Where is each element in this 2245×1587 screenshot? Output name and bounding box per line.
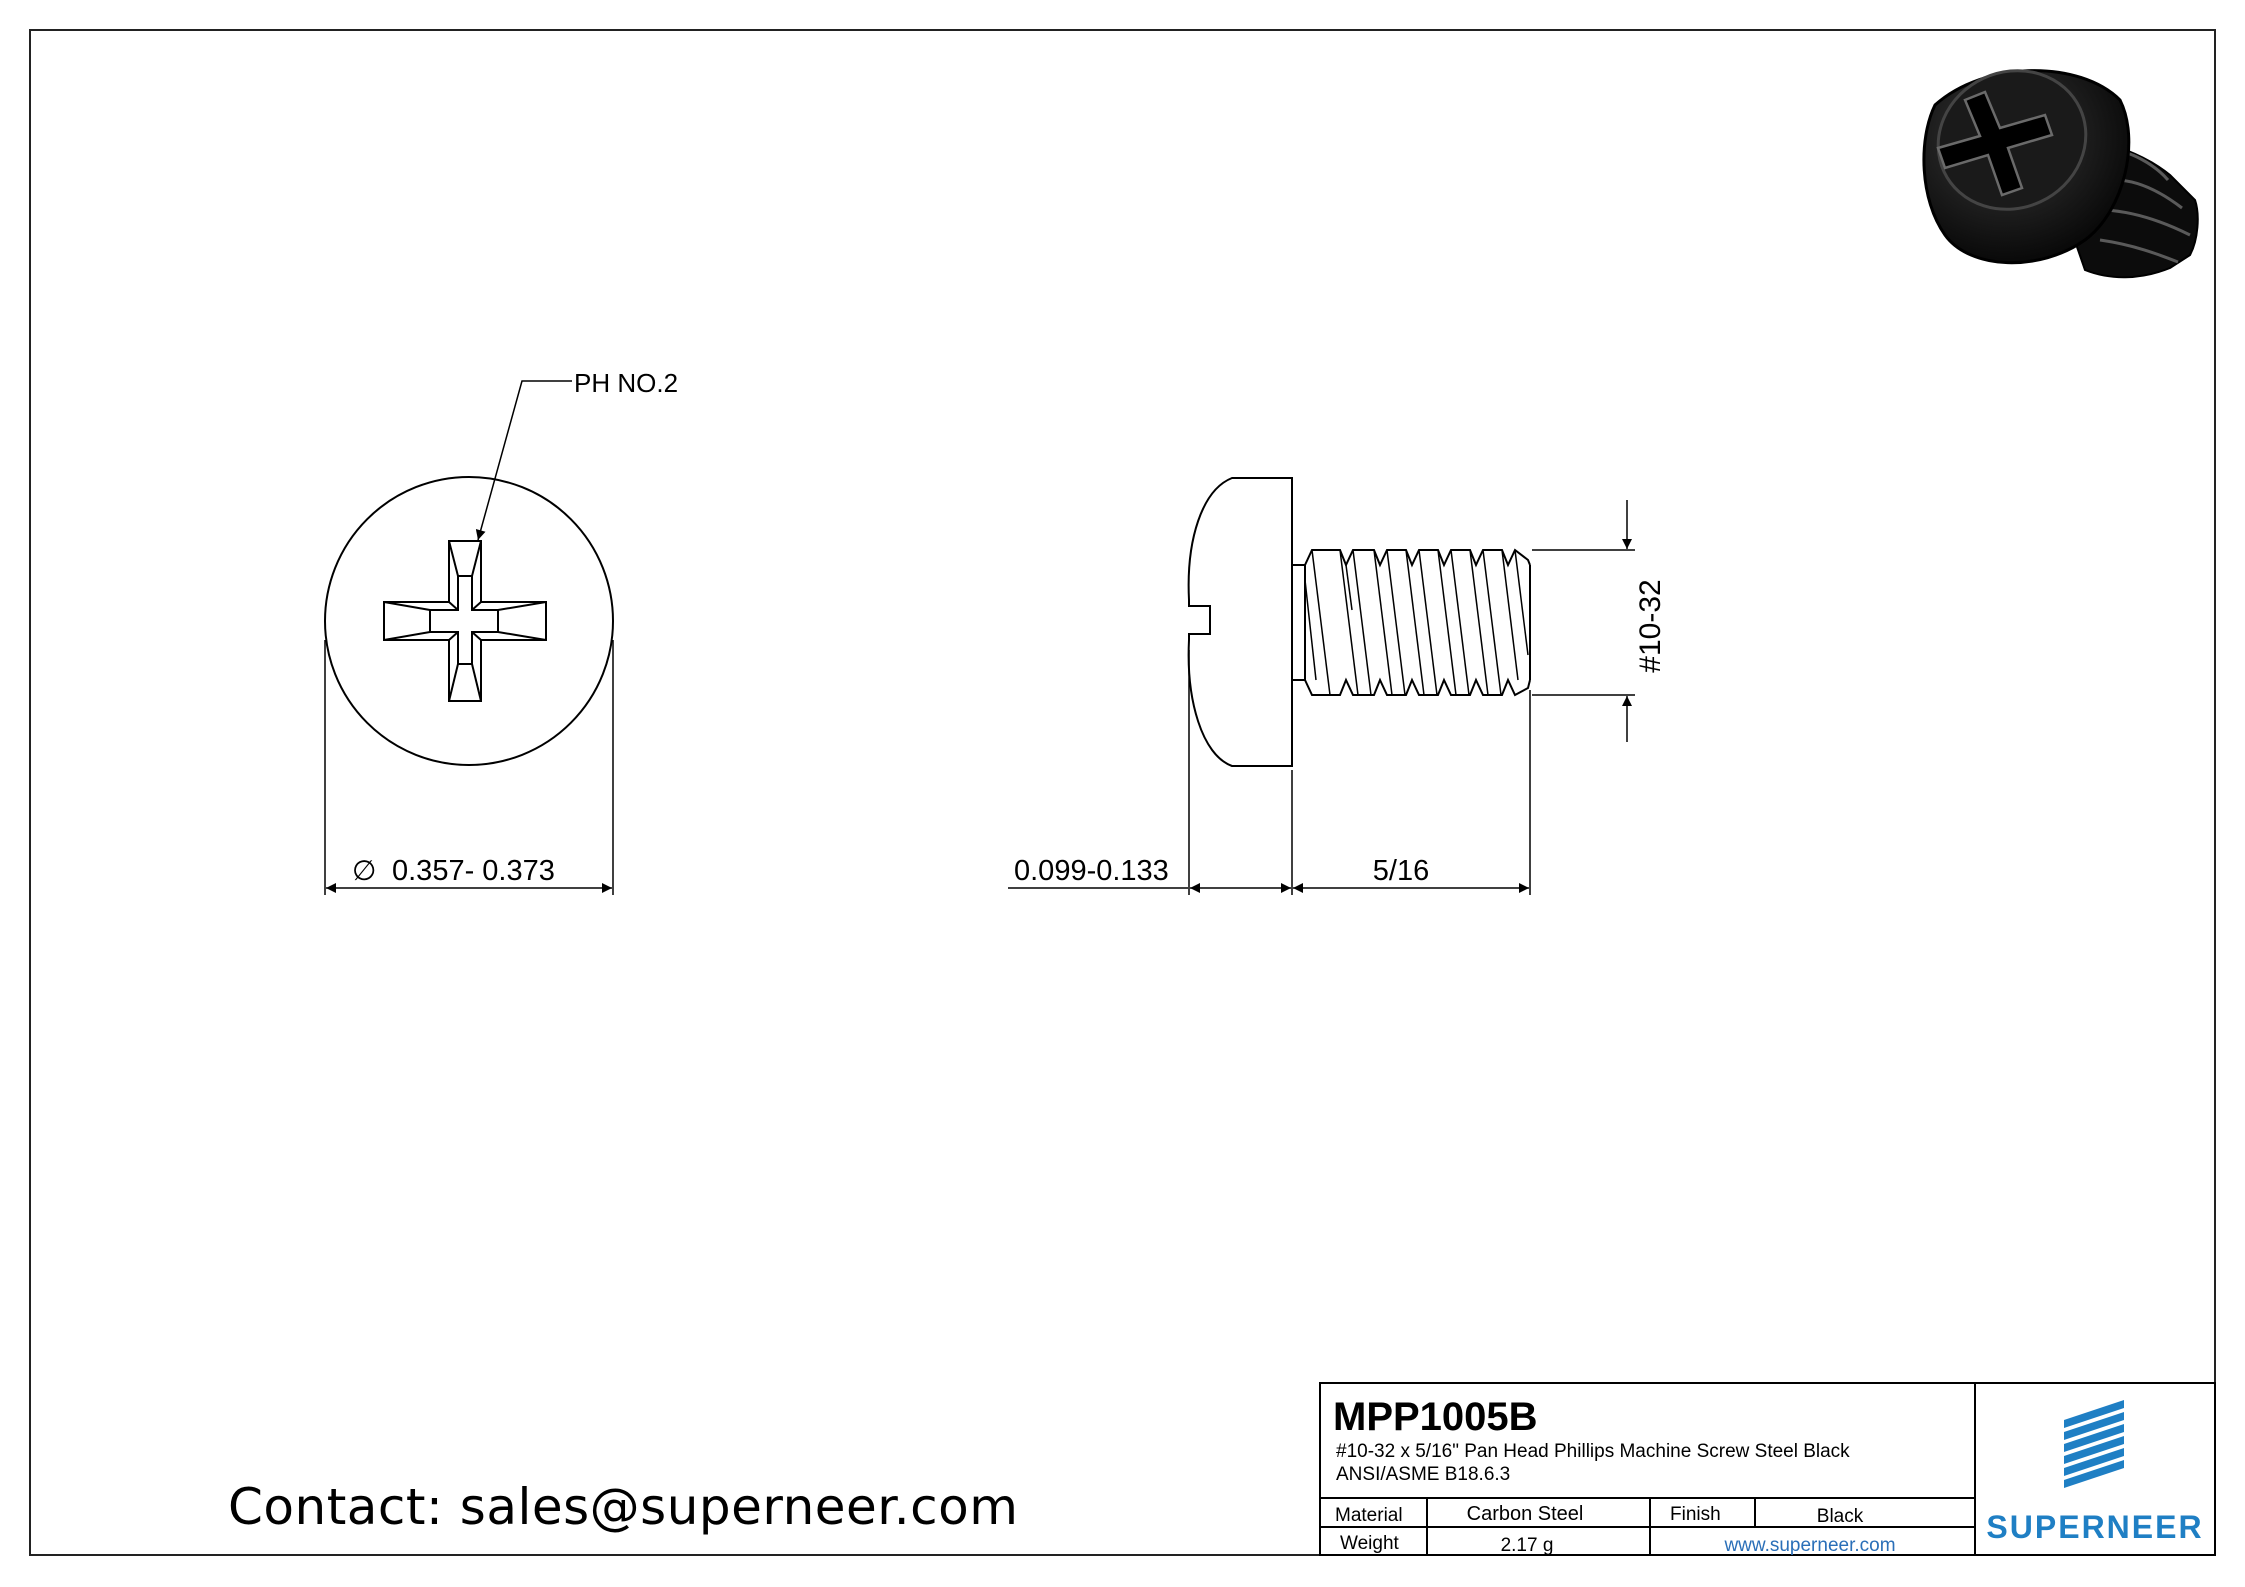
side-view (1189, 478, 1530, 766)
diameter-symbol: ∅ (352, 854, 377, 887)
screw-3d-render (1915, 47, 2197, 278)
head-height-label: 0.099-0.133 (1014, 855, 1169, 887)
weight-value: 2.17 g (1500, 1535, 1554, 1556)
drive-callout: PH NO.2 (574, 368, 679, 398)
material-label: Material (1335, 1505, 1403, 1526)
top-view (325, 477, 613, 765)
finish-value: Black (1816, 1506, 1864, 1527)
pan-head (1189, 478, 1292, 766)
part-number: MPP1005B (1333, 1395, 1538, 1439)
drive-callout-leader (478, 381, 572, 540)
head-circle (325, 477, 613, 765)
thread-shank (1292, 565, 1305, 680)
thread-crest-top (1305, 550, 1530, 565)
drawing-border (30, 30, 2215, 1555)
finish-label: Finish (1670, 1504, 1721, 1525)
contact-info: Contact: sales@superneer.com (228, 1478, 1019, 1536)
part-description: #10-32 x 5/16" Pan Head Phillips Machine Screw Steel Black (1336, 1441, 1850, 1462)
phillips-recess (384, 541, 546, 701)
brand-name: SUPERNEER (1986, 1509, 2204, 1545)
website-link[interactable]: www.superneer.com (1724, 1535, 1896, 1556)
material-value: Carbon Steel (1466, 1503, 1584, 1525)
diameter-value: 0.357- 0.373 (392, 855, 555, 887)
thread-crest-bottom (1305, 680, 1530, 695)
weight-label: Weight (1340, 1533, 1399, 1554)
part-standard: ANSI/ASME B18.6.3 (1336, 1464, 1511, 1485)
brand-logo-icon (2064, 1400, 2124, 1488)
thread-dimension (1532, 500, 1635, 742)
length-label: 5/16 (1372, 855, 1430, 887)
thread-size-label: #10-32 (1634, 579, 1667, 673)
